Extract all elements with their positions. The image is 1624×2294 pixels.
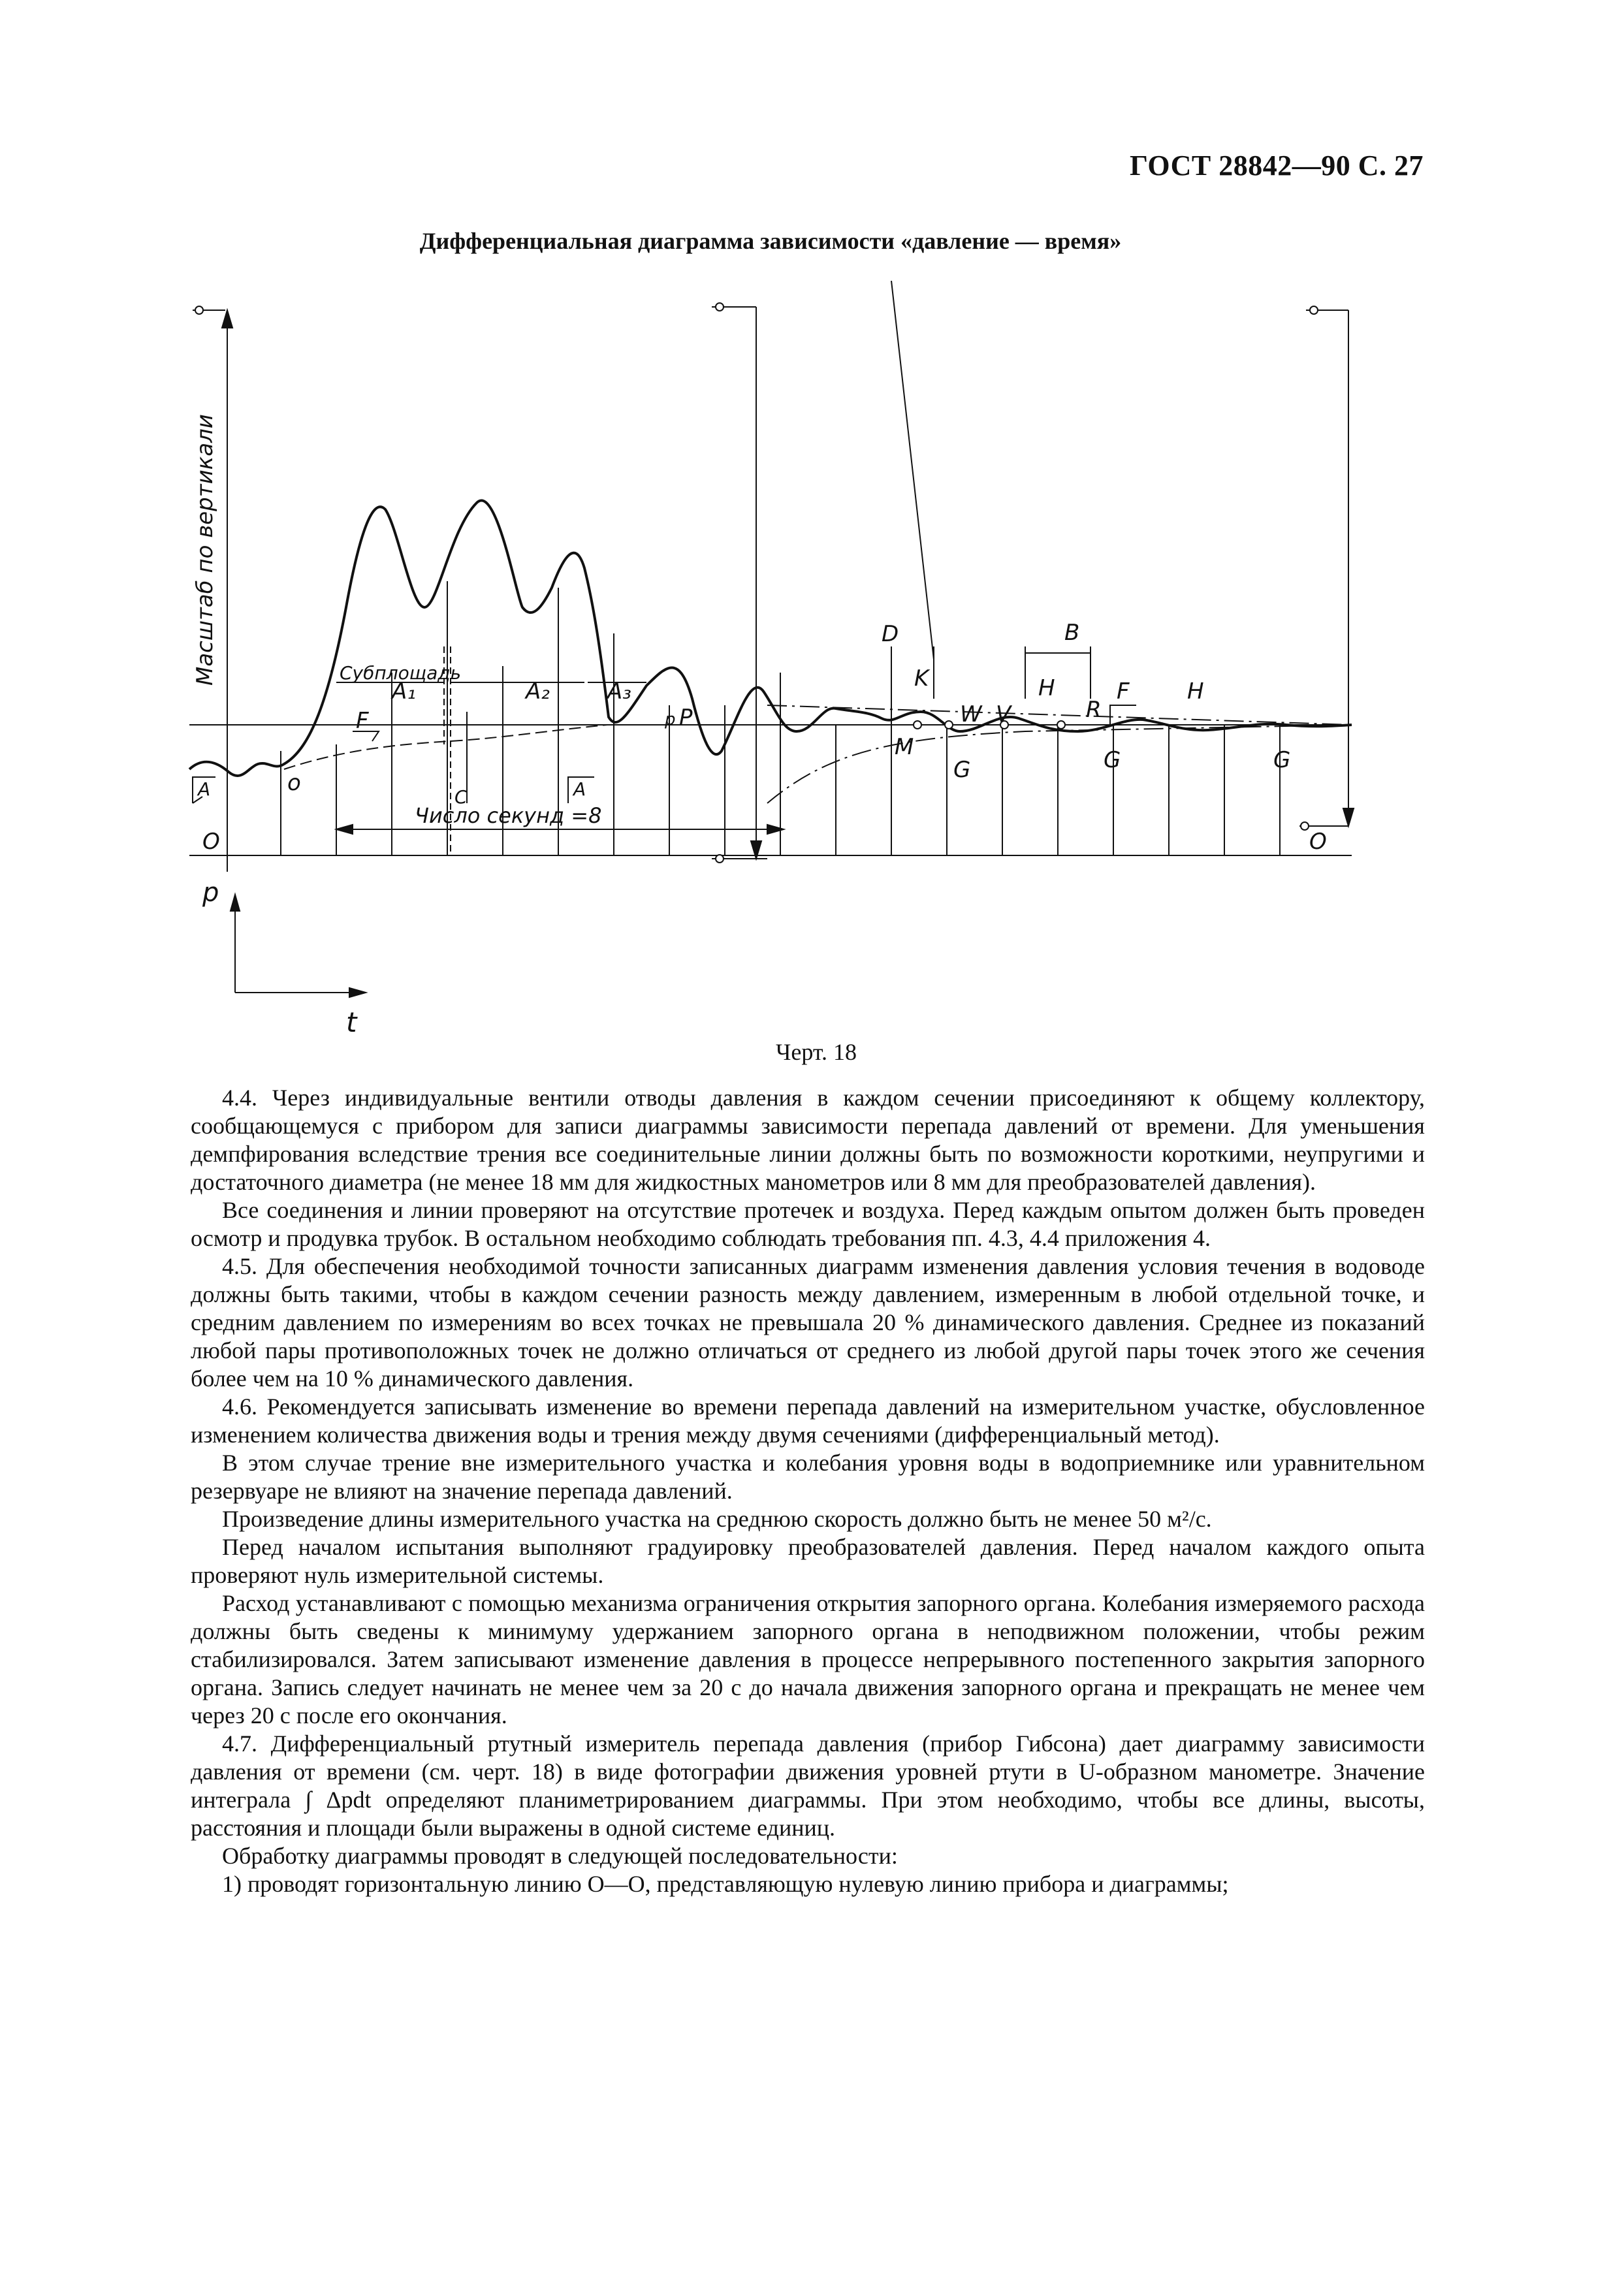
- paragraph: Обработку диаграммы проводят в следующей последовательности:: [222, 1843, 898, 1869]
- seconds-label: Число секунд =8: [415, 803, 602, 828]
- vertical-scale-label: Масштаб по вертикали: [192, 414, 218, 686]
- paragraph: В этом случае трение вне измерительного участка и колебания уровня воды в водоприемнике или уравнительном резервуаре не влияют на значение перепада давлений.: [191, 1450, 1425, 1504]
- g-label-3: G: [1273, 747, 1291, 773]
- page-header: ГОСТ 28842—90 С. 27: [1129, 150, 1424, 182]
- f-label-right: F: [1117, 678, 1130, 705]
- a-box-mid: A: [573, 778, 586, 800]
- g-label-1: G: [953, 757, 971, 783]
- b-label: B: [1064, 620, 1080, 646]
- paragraph: Перед началом испытания выполняют градуировку преобразователей давления. Перед началом каждого опыта проверяют нуль измерительной системы.: [191, 1534, 1425, 1588]
- o-label-left: O: [202, 829, 220, 855]
- d-label: D: [882, 621, 899, 647]
- r-label: R: [1086, 697, 1102, 723]
- p-label: P: [679, 705, 693, 731]
- axis-p-label: р: [202, 878, 219, 908]
- body-text: [191, 1084, 1425, 1898]
- v-label: V: [996, 701, 1011, 727]
- g-label-2: G: [1104, 747, 1121, 773]
- paragraph: Все соединения и линии проверяют на отсутствие протечек и воздуха. Перед каждым опытом должен быть проведен осмотр и продувка трубок. В остальном необходимо соблюдать требования пп. 4.3, 4.4 приложения 4.: [191, 1197, 1425, 1251]
- h-label-1: H: [1038, 675, 1055, 701]
- m-label: M: [895, 734, 914, 760]
- a2-label: A₂: [526, 678, 550, 705]
- k-label: K: [914, 665, 929, 692]
- paragraph: Расход устанавливают с помощью механизма ограничения открытия запорного органа. Колебания измеряемого расхода должны быть сведены к минимуму удержанием запорного органа в неподвижном положении, чтобы режим стабилизировался. Затем записывают изменение давления в процессе непрерывного постепенного закрытия запорного органа. Запись следует начинать не менее чем за 20 с до начала движения запорного органа и прекращать не менее чем через 20 с после его окончания.: [191, 1590, 1425, 1728]
- o-small-label: o: [287, 770, 301, 796]
- subarea-label: Субплощадь: [340, 662, 462, 684]
- a3-label: A₃: [607, 678, 631, 705]
- p-small-label: р: [665, 710, 676, 729]
- a-box-left: A: [198, 778, 211, 800]
- a1-label: A₁: [392, 678, 416, 705]
- paragraph: Произведение длины измерительного участка на среднюю скорость должно быть не менее 50 м²/с.: [222, 1506, 1212, 1532]
- c-label: C: [454, 786, 468, 808]
- figure-caption: Черт. 18: [776, 1039, 857, 1065]
- paragraph-4-7: 4.7. Дифференциальный ртутный измеритель перепада давления (прибор Гибсона) дает диаграмму зависимости давления от времени (см. черт. 18) в виде фотографии движения уровней ртути в U-образном манометре. Значение интеграла ∫ Δpdt определяют планиметрированием диаграммы. При этом необходимо, чтобы все длины, высоты, расстояния и площади были выражены в одной системе единиц.: [191, 1730, 1425, 1841]
- w-label: W: [960, 701, 982, 727]
- paragraph-4-5: 4.5. Для обеспечения необходимой точности записанных диаграмм изменения давления условия течения в водоводе должны быть такими, чтобы в каждом сечении разность между давлением, измеренным в любой отдельной точке, и средним давлением по измерениям во всех точках не превышала 20 % динамического давления. Среднее из показаний любой пары противоположных точек не должно отличаться от среднего из любой другой пары точек этого же сечения более чем на 10 % динамического давления.: [191, 1253, 1425, 1392]
- lower-envelope: [767, 725, 1352, 803]
- axis-t-label: t: [346, 1006, 357, 1038]
- figure-title: Дифференциальная диаграмма зависимости «давление — время»: [419, 228, 1122, 254]
- paragraph-4-4: 4.4. Через индивидуальные вентили отводы давления в каждом сечении присоединяют к общему коллектору, сообщающемуся с прибором для записи диаграммы зависимости перепада давлений от времени. Для уменьшения демпфирования вследствие трения все соединительные линии должны быть по возможности короткими, неупругими и достаточного диаметра (не менее 18 мм для жидкостных манометров или 8 мм для преобразователей давления).: [191, 1085, 1425, 1195]
- pressure-time-diagram: [176, 281, 1417, 1071]
- h-label-2: H: [1187, 678, 1204, 705]
- o-label-right: O: [1309, 829, 1327, 855]
- pressure-curve: [189, 500, 1352, 776]
- f-label-left: F: [356, 708, 369, 734]
- paragraph-4-6: 4.6. Рекомендуется записывать изменение во времени перепада давлений на измерительном участке, обусловленное изменением количества движения воды и трения между двумя сечениями (дифференциальный метод).: [191, 1394, 1425, 1448]
- list-item: 1) проводят горизонтальную линию O—O, представляющую нулевую линию прибора и диаграммы;: [222, 1871, 1229, 1897]
